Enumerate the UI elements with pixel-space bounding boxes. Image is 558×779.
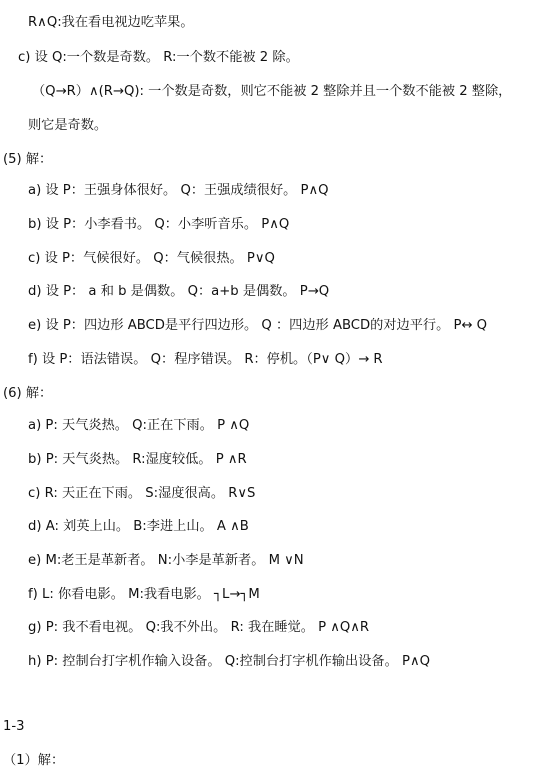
text-line: e) M:老王是革新者。 N:小李是革新者。 M ∨N <box>28 553 304 568</box>
text-line: b) 设 P：小李看书。 Q：小李听音乐。 P∧Q <box>28 217 290 232</box>
text-line: 1-3 <box>3 719 25 734</box>
text-line: R∧Q:我在看电视边吃苹果。 <box>28 15 194 30</box>
text-line: c) 设 P：气候很好。 Q：气候很热。 P∨Q <box>28 251 275 266</box>
text-line: f) L: 你看电影。 M:我看电影。 ┐L→┐M <box>28 587 260 602</box>
text-line: d) A: 刘英上山。 B:李进上山。 A ∧B <box>28 519 249 534</box>
text-line: c) R: 天正在下雨。 S:湿度很高。 R∨S <box>28 486 256 501</box>
text-line: g) P: 我不看电视。 Q:我不外出。 R: 我在睡觉。 P ∧Q∧R <box>28 620 370 635</box>
text-line: (6) 解： <box>3 386 53 401</box>
text-line: (5) 解： <box>3 152 53 167</box>
text-line: （1）解： <box>3 753 65 768</box>
text-line: b) P: 天气炎热。 R:湿度较低。 P ∧R <box>28 452 247 467</box>
text-line: a) P: 天气炎热。 Q:正在下雨。 P ∧Q <box>28 418 250 433</box>
text-line: e) 设 P：四边形 ABCD是平行四边形。 Q ：四边形 ABCD的对边平行。 P↔ Q <box>28 318 488 333</box>
text-line: 则它是奇数。 <box>28 118 108 133</box>
text-line: c) 设 Q:一个数是奇数。 R:一个数不能被 2 除。 <box>18 50 299 65</box>
text-line: f) 设 P：语法错误。 Q：程序错误。 R：停机。（P∨ Q）→ R <box>28 352 383 367</box>
text-line: h) P: 控制台打字机作输入设备。 Q:控制台打字机作输出设备。 P∧Q <box>28 654 430 669</box>
text-line: （Q→R）∧(R→Q): 一个数是奇数，则它不能被 2 整除并且一个数不能被 2 整除， <box>32 84 512 99</box>
text-line: d) 设 P： a 和 b 是偶数。 Q：a+b 是偶数。 P→Q <box>28 284 330 299</box>
text-line: a) 设 P：王强身体很好。 Q：王强成绩很好。 P∧Q <box>28 183 329 198</box>
